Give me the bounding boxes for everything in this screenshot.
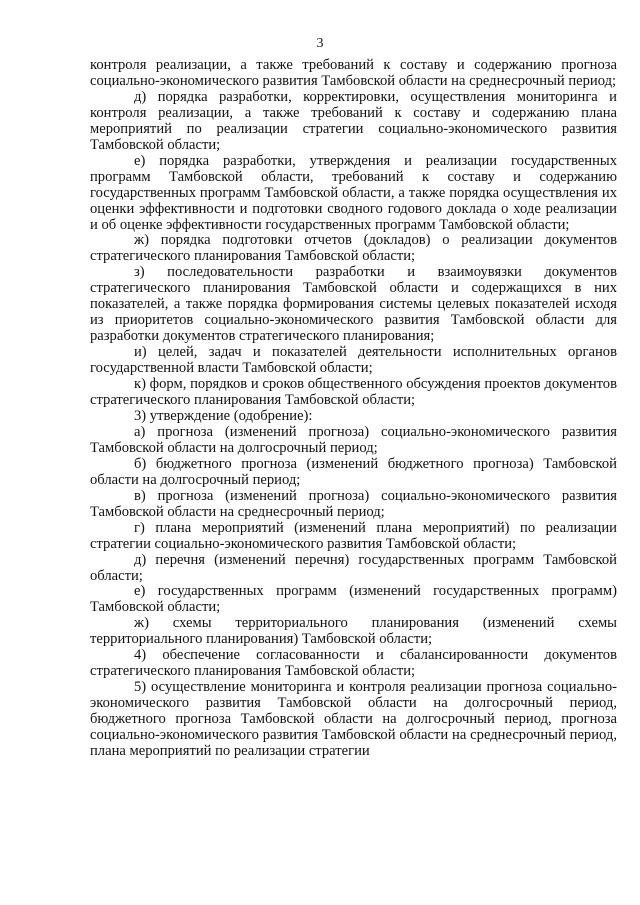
paragraph-item-a: а) прогноза (изменений прогноза) социально-экономического развития Тамбовской области на долгосрочный период;	[90, 423, 617, 456]
paragraph-item-zh-2: ж) схемы территориального планирования (изменений схемы территориального планирования) Тамбовской области;	[90, 615, 617, 648]
paragraph-item-v: в) прогноза (изменений прогноза) социально-экономического развития Тамбовской области на среднесрочный период;	[90, 487, 617, 520]
paragraph-item-zh: ж) порядка подготовки отчетов (докладов) о реализации документов стратегического планирования Тамбовской области;	[90, 232, 617, 265]
paragraph-item-k: к) форм, порядков и сроков общественного обсуждения проектов документов стратегического планирования Тамбовской области;	[90, 376, 617, 409]
paragraph-item-b: б) бюджетного прогноза (изменений бюджетного прогноза) Тамбовской области на долгосрочный период;	[90, 455, 617, 488]
paragraph-item-i: и) целей, задач и показателей деятельности исполнительных органов государственной власти Тамбовской области;	[90, 344, 617, 377]
paragraph-item-g: г) плана мероприятий (изменений плана мероприятий) по реализации стратегии социально-экономического развития Тамбовской области;	[90, 519, 617, 552]
paragraph-item-d: д) порядка разработки, корректировки, осуществления мониторинга и контроля реализации, а также требований к составу и содержанию плана мероприятий по реализации стратегии социально-экономического развития Тамбовской области;	[90, 88, 617, 153]
paragraph-point-5: 5) осуществление мониторинга и контроля реализации прогноза социально-экономического развития Тамбовской области на долгосрочный период, бюджетного прогноза Тамбовской области на долгосрочный период, прогноза социально-экономического развития Тамбовской области на среднесрочный период, плана мероприятий по реализации стратегии	[90, 679, 617, 759]
paragraph-item-z: з) последовательности разработки и взаимоувязки документов стратегического планирования Тамбовской области и содержащихся в них показателей, а также порядка формирования системы целевых показателей исходя из приоритетов социально-экономического развития Тамбовской области для разработки документов стратегического планирования;	[90, 264, 617, 345]
paragraph-item-e-2: е) государственных программ (изменений государственных программ) Тамбовской области;	[90, 583, 617, 616]
paragraph-item-e: е) порядка разработки, утверждения и реализации государственных программ Тамбовской области, требований к составу и содержанию государственных программ Тамбовской области, а также порядка осуществления их оценки эффективности и подготовки сводного годового доклада о ходе реализации и об оценке эффективности государственных программ Тамбовской области;	[90, 152, 617, 233]
paragraph-point-3: 3) утверждение (одобрение):	[134, 407, 313, 424]
paragraph-item-d-2: д) перечня (изменений перечня) государственных программ Тамбовской области;	[90, 551, 617, 584]
paragraph-point-4: 4) обеспечение согласованности и сбалансированности документов стратегического планирования Тамбовской области;	[90, 647, 617, 680]
paragraph-continuation: контроля реализации, а также требований к составу и содержанию прогноза социально-экономического развития Тамбовской области на среднесрочный период;	[90, 57, 617, 89]
page-number: 3	[316, 36, 324, 51]
document-body	[90, 58, 617, 760]
